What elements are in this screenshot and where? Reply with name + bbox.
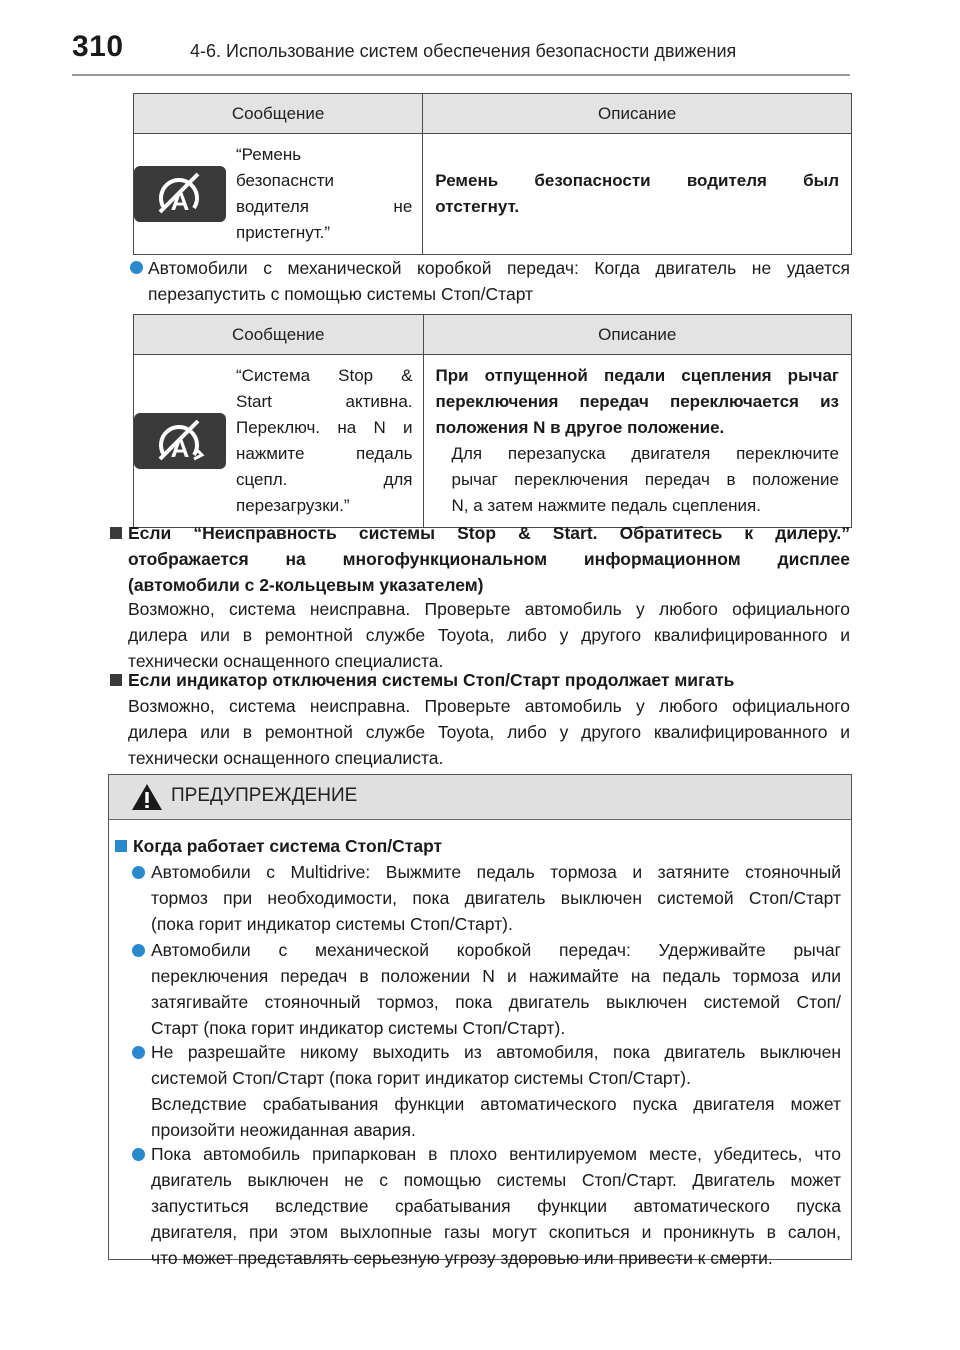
table2-header-message: Сообщение — [134, 315, 424, 355]
manual-transmission-note: Автомобили с механической коробкой передач: Когда двигатель не удается перезапустить с помощью системы Стоп/Старт — [148, 258, 850, 304]
warning-triangle-icon — [131, 783, 163, 816]
svg-text:A: A — [170, 186, 190, 216]
table2-icon-cell — [134, 355, 227, 528]
warning-bullet-3: Не разрешайте никому выходить из автомобиля, пока двигатель выключен системой Стоп/Старт (пока горит индикатор системы Стоп/Старт). Вследствие срабатывания функции автоматического пуска двигателя может произойти неожиданная авария. — [151, 1042, 841, 1140]
chapter-title: 4-6. Использование систем обеспечения безопасности движения — [190, 41, 737, 61]
warning-bullet-4: Пока автомобиль припаркован в плохо вентилируемом месте, убедитесь, что двигатель выключен не с помощью системы Стоп/Старт. Двигатель может запуститься вследствие срабатывания функции автоматического пуска двигателя, при этом выхлопные газы могут скопиться и проникнуть в салон, что может представлять серьезную угрозу здоровью или привести к смерти. — [151, 1144, 841, 1268]
message-table-2 — [133, 314, 852, 528]
warning-bullet-2: Автомобили с механической коробкой передач: Удерживайте рычаг переключения передач в положении N и нажимайте на педаль тормоза или затягивайте стояночный тормоз, пока двигатель выключен системой Стоп/ Старт (пока горит индикатор системы Стоп/Старт). — [151, 940, 841, 1038]
table1-message-text: “Ремень безопаснсти водителя не пристегнут.” — [226, 134, 423, 255]
bullet-dot — [132, 944, 145, 957]
table2-message-text: “Система Stop & Start активна. Переключ. на N и нажмите педаль сцепл. для перезагрузки.” — [226, 355, 423, 528]
table2-description: При отпущенной педали сцепления рычаг переключения передач переключается из положения N в другое положение. Для перезапуска двигателя переключите рычаг переключения передач в положение N, а затем нажмите педаль сцепления. — [423, 355, 852, 528]
bullet-dot — [132, 1046, 145, 1059]
warning-bullet-1: Автомобили с Multidrive: Выжмите педаль тормоза и затяните стояночный тормоз при необходимости, пока двигатель выключен системой Стоп/Старт (пока горит индикатор системы Стоп/Старт). — [151, 862, 841, 934]
table1-icon-cell — [134, 134, 227, 255]
bullet-dot — [132, 866, 145, 879]
svg-text:A: A — [170, 433, 190, 463]
section2-heading: Если индикатор отключения системы Стоп/Старт продолжает мигать — [128, 670, 735, 690]
message-table-1 — [133, 93, 852, 255]
warning-box — [108, 774, 852, 1268]
section2-body: Возможно, система неисправна. Проверьте автомобиль у любого официального дилера или в ремонтной службе Toyota, либо у другого квалифицированного и технически оснащенного специалиста. — [128, 696, 850, 768]
warning-header — [109, 775, 851, 820]
table1-description: Ремень безопасности водителя был отстегнут. — [423, 134, 852, 255]
section-marker — [110, 674, 122, 686]
table2-header-description: Описание — [423, 315, 852, 355]
page-header — [72, 28, 850, 68]
page-number: 310 — [72, 30, 124, 63]
bullet-dot — [132, 1148, 145, 1161]
header-divider — [72, 74, 850, 76]
bullet-dot — [130, 261, 143, 274]
stop-start-indicator-icon — [134, 413, 226, 469]
warning-subheading: Когда работает система Стоп/Старт — [133, 836, 443, 856]
table1-header-message: Сообщение — [134, 94, 423, 134]
table1-header-description: Описание — [423, 94, 852, 134]
warning-section-marker — [115, 840, 127, 852]
warning-title: ПРЕДУПРЕЖДЕНИЕ — [171, 785, 358, 806]
section1-heading: Если “Неисправность системы Stop & Start. Обратитесь к дилеру.” отображается на многофункциональном информационном дисплее (автомобили с 2-кольцевым указателем) — [128, 523, 850, 595]
section1-body: Возможно, система неисправна. Проверьте автомобиль у любого официального дилера или в ремонтной службе Toyota, либо у другого квалифицированного и технически оснащенного специалиста. — [128, 599, 850, 671]
stop-start-indicator-icon — [134, 166, 226, 222]
section-marker — [110, 527, 122, 539]
